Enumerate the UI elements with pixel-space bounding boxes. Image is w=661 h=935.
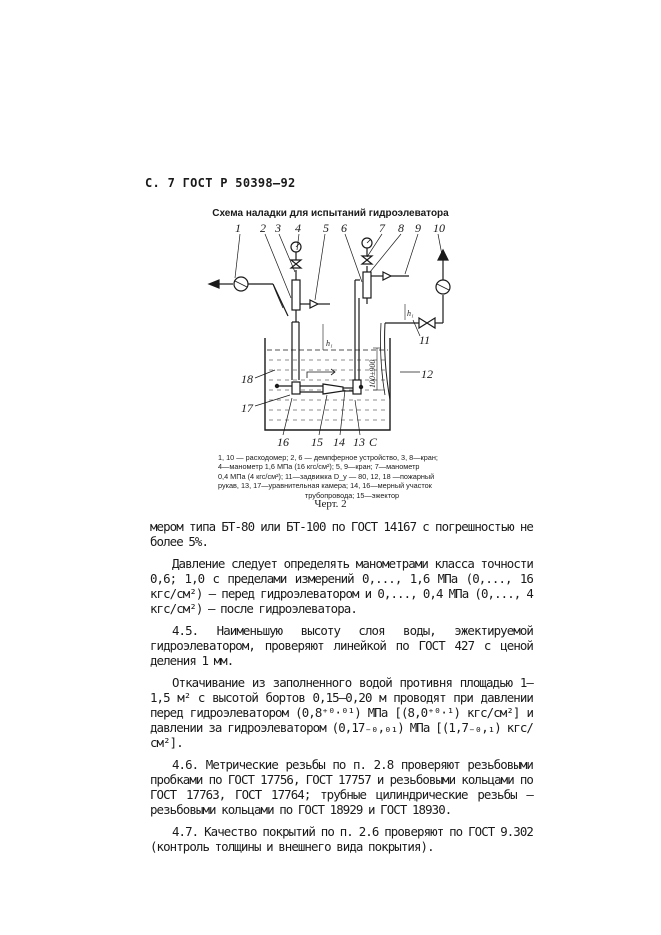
figure-legend: [218, 453, 486, 500]
h1-label-1: h₁: [326, 339, 333, 348]
label-7: 7: [379, 221, 385, 235]
label-8: 8: [398, 221, 404, 235]
label-1: 1: [235, 221, 241, 235]
legend-line: 4—манометр 1,6 МПа (16 кгс/см²); 5, 9—кран; 7—манометр: [218, 462, 420, 472]
outlet-arrow: [438, 250, 448, 260]
paragraph: Откачивание из заполненного водой противня площадью 1—1,5 м² с высотой бортов 0,15—0,20 м проводят при давлении перед гидроэлеватором (0,8⁺⁰·⁰¹) МПа [(8,0⁺⁰·¹) кгс/см²] и давлении за гидроэлеватором (0,17₋₀,₀₁) МПа [(1,7₋₀,₁) кгс/см²].: [150, 675, 533, 750]
equalizing-chamber-17: [292, 382, 300, 394]
tap-9-icon: [383, 272, 391, 280]
paragraph: 4.5. Наименьшую высоту слоя воды, эжектируемой гидроэлеватором, проверяют линейкой по ГОСТ 427 с ценой деления 1 мм.: [150, 623, 533, 668]
leader-lines: [235, 234, 442, 435]
gate-valve-11-icon: [419, 318, 435, 328]
inlet-arrow: [209, 280, 219, 288]
label-c: С: [369, 435, 378, 449]
label-12: 12: [421, 367, 433, 381]
label-4: 4: [295, 221, 301, 235]
damper-6: [363, 272, 371, 298]
body-text: [150, 519, 533, 861]
paragraph: 4.7. Качество покрытий по п. 2.6 проверяют по ГОСТ 9.302 (контроль толщины и внешнего вида покрытия).: [150, 824, 533, 854]
label-15: 15: [311, 435, 323, 449]
figure-title: Схема наладки для испытаний гидроэлеватора: [212, 208, 449, 219]
figure-caption: Черт. 2: [314, 498, 347, 510]
label-6: 6: [341, 221, 347, 235]
label-13: 13: [353, 435, 365, 449]
ejector-15: [323, 384, 343, 394]
test-setup-diagram: [195, 220, 470, 450]
legend-line: рукав, 13, 17—уравнительная камера; 14, 16—мерный участок: [218, 481, 432, 491]
label-10: 10: [433, 221, 445, 235]
label-14: 14: [333, 435, 345, 449]
valve-8-icon: [362, 256, 372, 264]
legend-line: 1, 10 — расходомер; 2, 6 — демпферное устройство, 3, 8—кран;: [218, 453, 438, 462]
legend-line: трубопровода; 15—эжектор: [304, 490, 400, 500]
tap-5-icon: [310, 300, 318, 308]
label-3: 3: [275, 221, 281, 235]
label-17: 17: [241, 401, 253, 415]
legend-line: 0,4 МПа (4 кгс/см²); 11—задвижка D_y — 80, 12, 18 —пожарный: [218, 471, 435, 481]
valve-3-icon: [291, 260, 301, 268]
damper-2: [292, 280, 300, 310]
label-16: 16: [277, 435, 289, 449]
label-9: 9: [415, 221, 421, 235]
dimension-label: 100±900: [368, 359, 377, 388]
label-5: 5: [323, 221, 329, 235]
paragraph: мером типа БТ-80 или БТ-100 по ГОСТ 14167 с погрешностью не более 5%.: [150, 519, 533, 549]
paragraph: 4.6. Метрические резьбы по п. 2.8 проверяют резьбовыми пробками по ГОСТ 17756, ГОСТ 17757 и резьбовыми кольцами по ГОСТ 17763, ГОСТ 17764; трубные цилиндрические резьбы — резьбовыми кольцами по ГОСТ 18929 и ГОСТ 18930.: [150, 757, 533, 817]
h1-label-2: h₁: [407, 309, 414, 318]
label-2: 2: [260, 221, 266, 235]
label-11: 11: [419, 333, 431, 347]
paragraph: Давление следует определять манометрами класса точности 0,6; 1,0 с пределами измерений 0,..., 1,6 МПа (0,..., 16 кгс/см²) — перед гидроэлеватором и 0,..., 0,4 МПа (0,..., 4 кгс/см²) — после гидроэлеватора.: [150, 556, 533, 616]
label-18: 18: [241, 372, 253, 386]
page-header: С. 7 ГОСТ Р 50398—92: [145, 176, 296, 190]
